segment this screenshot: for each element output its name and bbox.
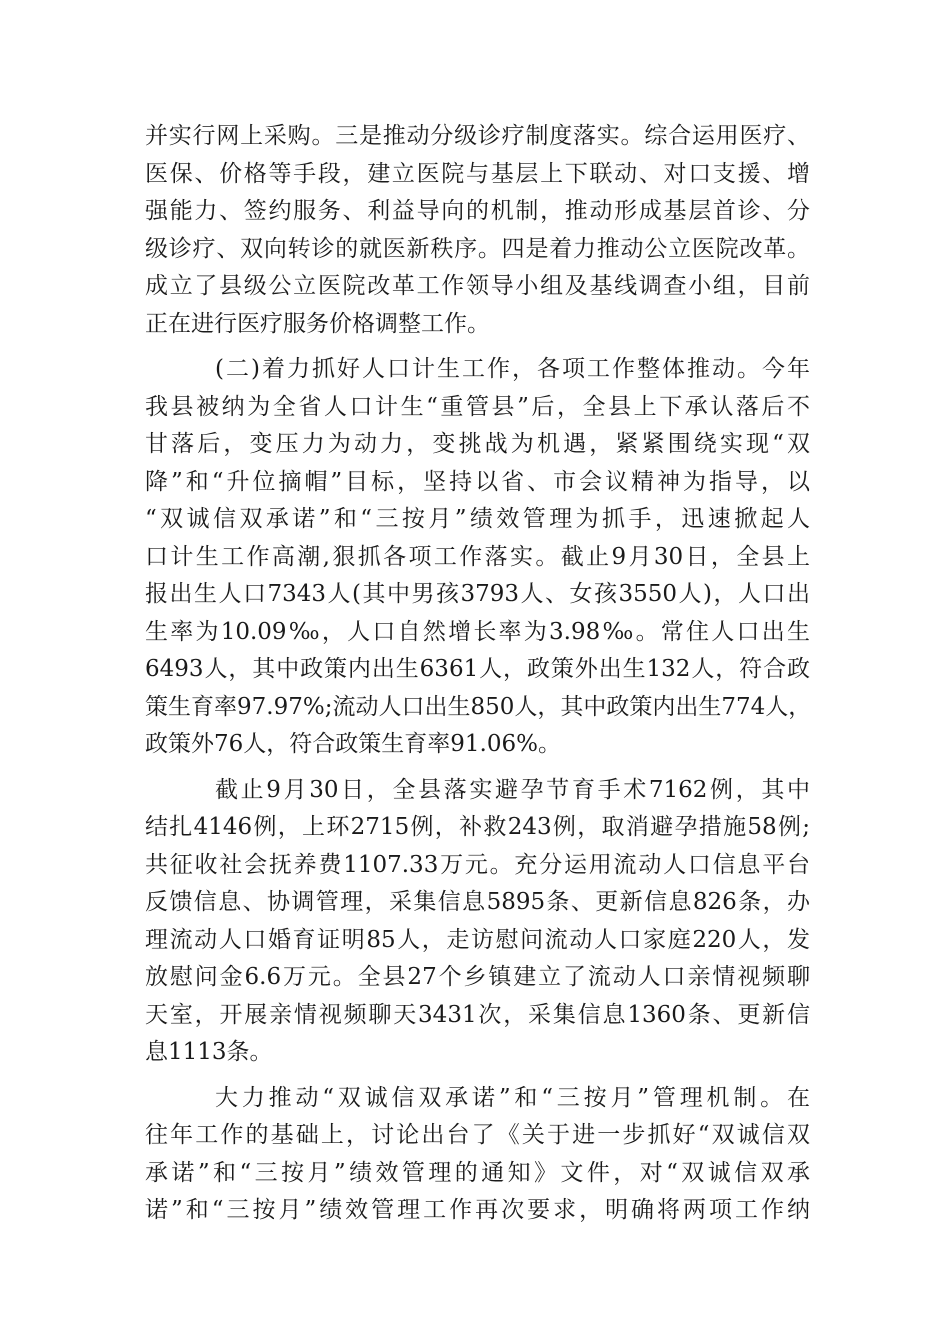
paragraph-family-planning <box>145 351 810 764</box>
text-line: 结扎4146例，上环2715例，补救243例，取消避孕措施58例; <box>145 814 810 840</box>
text-line: 大力推动“双诚信双承诺”和“三按月”管理机制。在 <box>215 1084 810 1111</box>
text-line: 成立了县级公立医院改革工作领导小组及基线调查小组，目前 <box>145 273 810 299</box>
text-line: 报出生人口7343人(其中男孩3793人、女孩3550人)，人口出 <box>145 581 810 607</box>
text-line: 策生育率97.97%;流动人口出生850人，其中政策内出生774人， <box>145 693 812 720</box>
text-line: 6493人，其中政策内出生6361人，政策外出生132人，符合政 <box>145 656 810 682</box>
text-line: 反馈信息、协调管理，采集信息5895条、更新信息826条，办 <box>145 889 810 915</box>
text-line: (二)着力抓好人口计生工作，各项工作整体推动。今年 <box>215 356 810 382</box>
text-line: 承诺”和“三按月”绩效管理的通知》文件，对“双诚信双承 <box>145 1159 810 1186</box>
paragraph-contraception-stats <box>145 772 810 1072</box>
text-line: 共征收社会抚养费1107.33万元。充分运用流动人口信息平台 <box>145 851 810 878</box>
paragraph-integrity-mechanism <box>145 1080 810 1230</box>
text-line: 天室，开展亲情视频聊天3431次，采集信息1360条、更新信 <box>145 1001 810 1028</box>
text-line: 降”和“升位摘帽”目标，坚持以省、市会议精神为指导，以 <box>145 468 810 495</box>
text-line: 正在进行医疗服务价格调整工作。 <box>145 310 490 337</box>
text-line: 截止9月30日，全县落实避孕节育手术7162例，其中 <box>215 776 810 803</box>
text-line: 政策外76人，符合政策生育率91.06%。 <box>145 731 561 757</box>
text-line: 息1113条。 <box>145 1039 273 1065</box>
text-line: 级诊疗、双向转诊的就医新秩序。四是着力推动公立医院改革。 <box>145 235 810 262</box>
text-line: 诺”和“三按月”绩效管理工作再次要求，明确将两项工作纳 <box>145 1197 810 1223</box>
text-line: 理流动人口婚育证明85人，走访慰问流动人口家庭220人，发 <box>145 926 810 953</box>
document-body <box>145 118 810 1238</box>
text-line: 并实行网上采购。三是推动分级诊疗制度落实。综合运用医疗、 <box>145 123 810 149</box>
text-line: 放慰问金6.6万元。全县27个乡镇建立了流动人口亲情视频聊 <box>145 964 810 990</box>
text-line: 我县被纳为全省人口计生“重管县”后，全县上下承认落后不 <box>145 393 810 420</box>
text-line: “双诚信双承诺”和“三按月”绩效管理为抓手，迅速掀起人 <box>145 506 810 532</box>
text-line: 生率为10.09‰，人口自然增长率为3.98‰。常住人口出生 <box>145 618 810 645</box>
paragraph-medical-reform <box>145 118 810 343</box>
text-line: 强能力、签约服务、利益导向的机制，推动形成基层首诊、分 <box>145 198 810 224</box>
text-line: 往年工作的基础上，讨论出台了《关于进一步抓好“双诚信双 <box>145 1122 810 1148</box>
text-line: 医保、价格等手段，建立医院与基层上下联动、对口支援、增 <box>145 160 810 187</box>
text-line: 口计生工作高潮,狠抓各项工作落实。截止9月30日，全县上 <box>145 543 810 570</box>
text-line: 甘落后，变压力为动力，变挑战为机遇，紧紧围绕实现“双 <box>145 431 810 457</box>
